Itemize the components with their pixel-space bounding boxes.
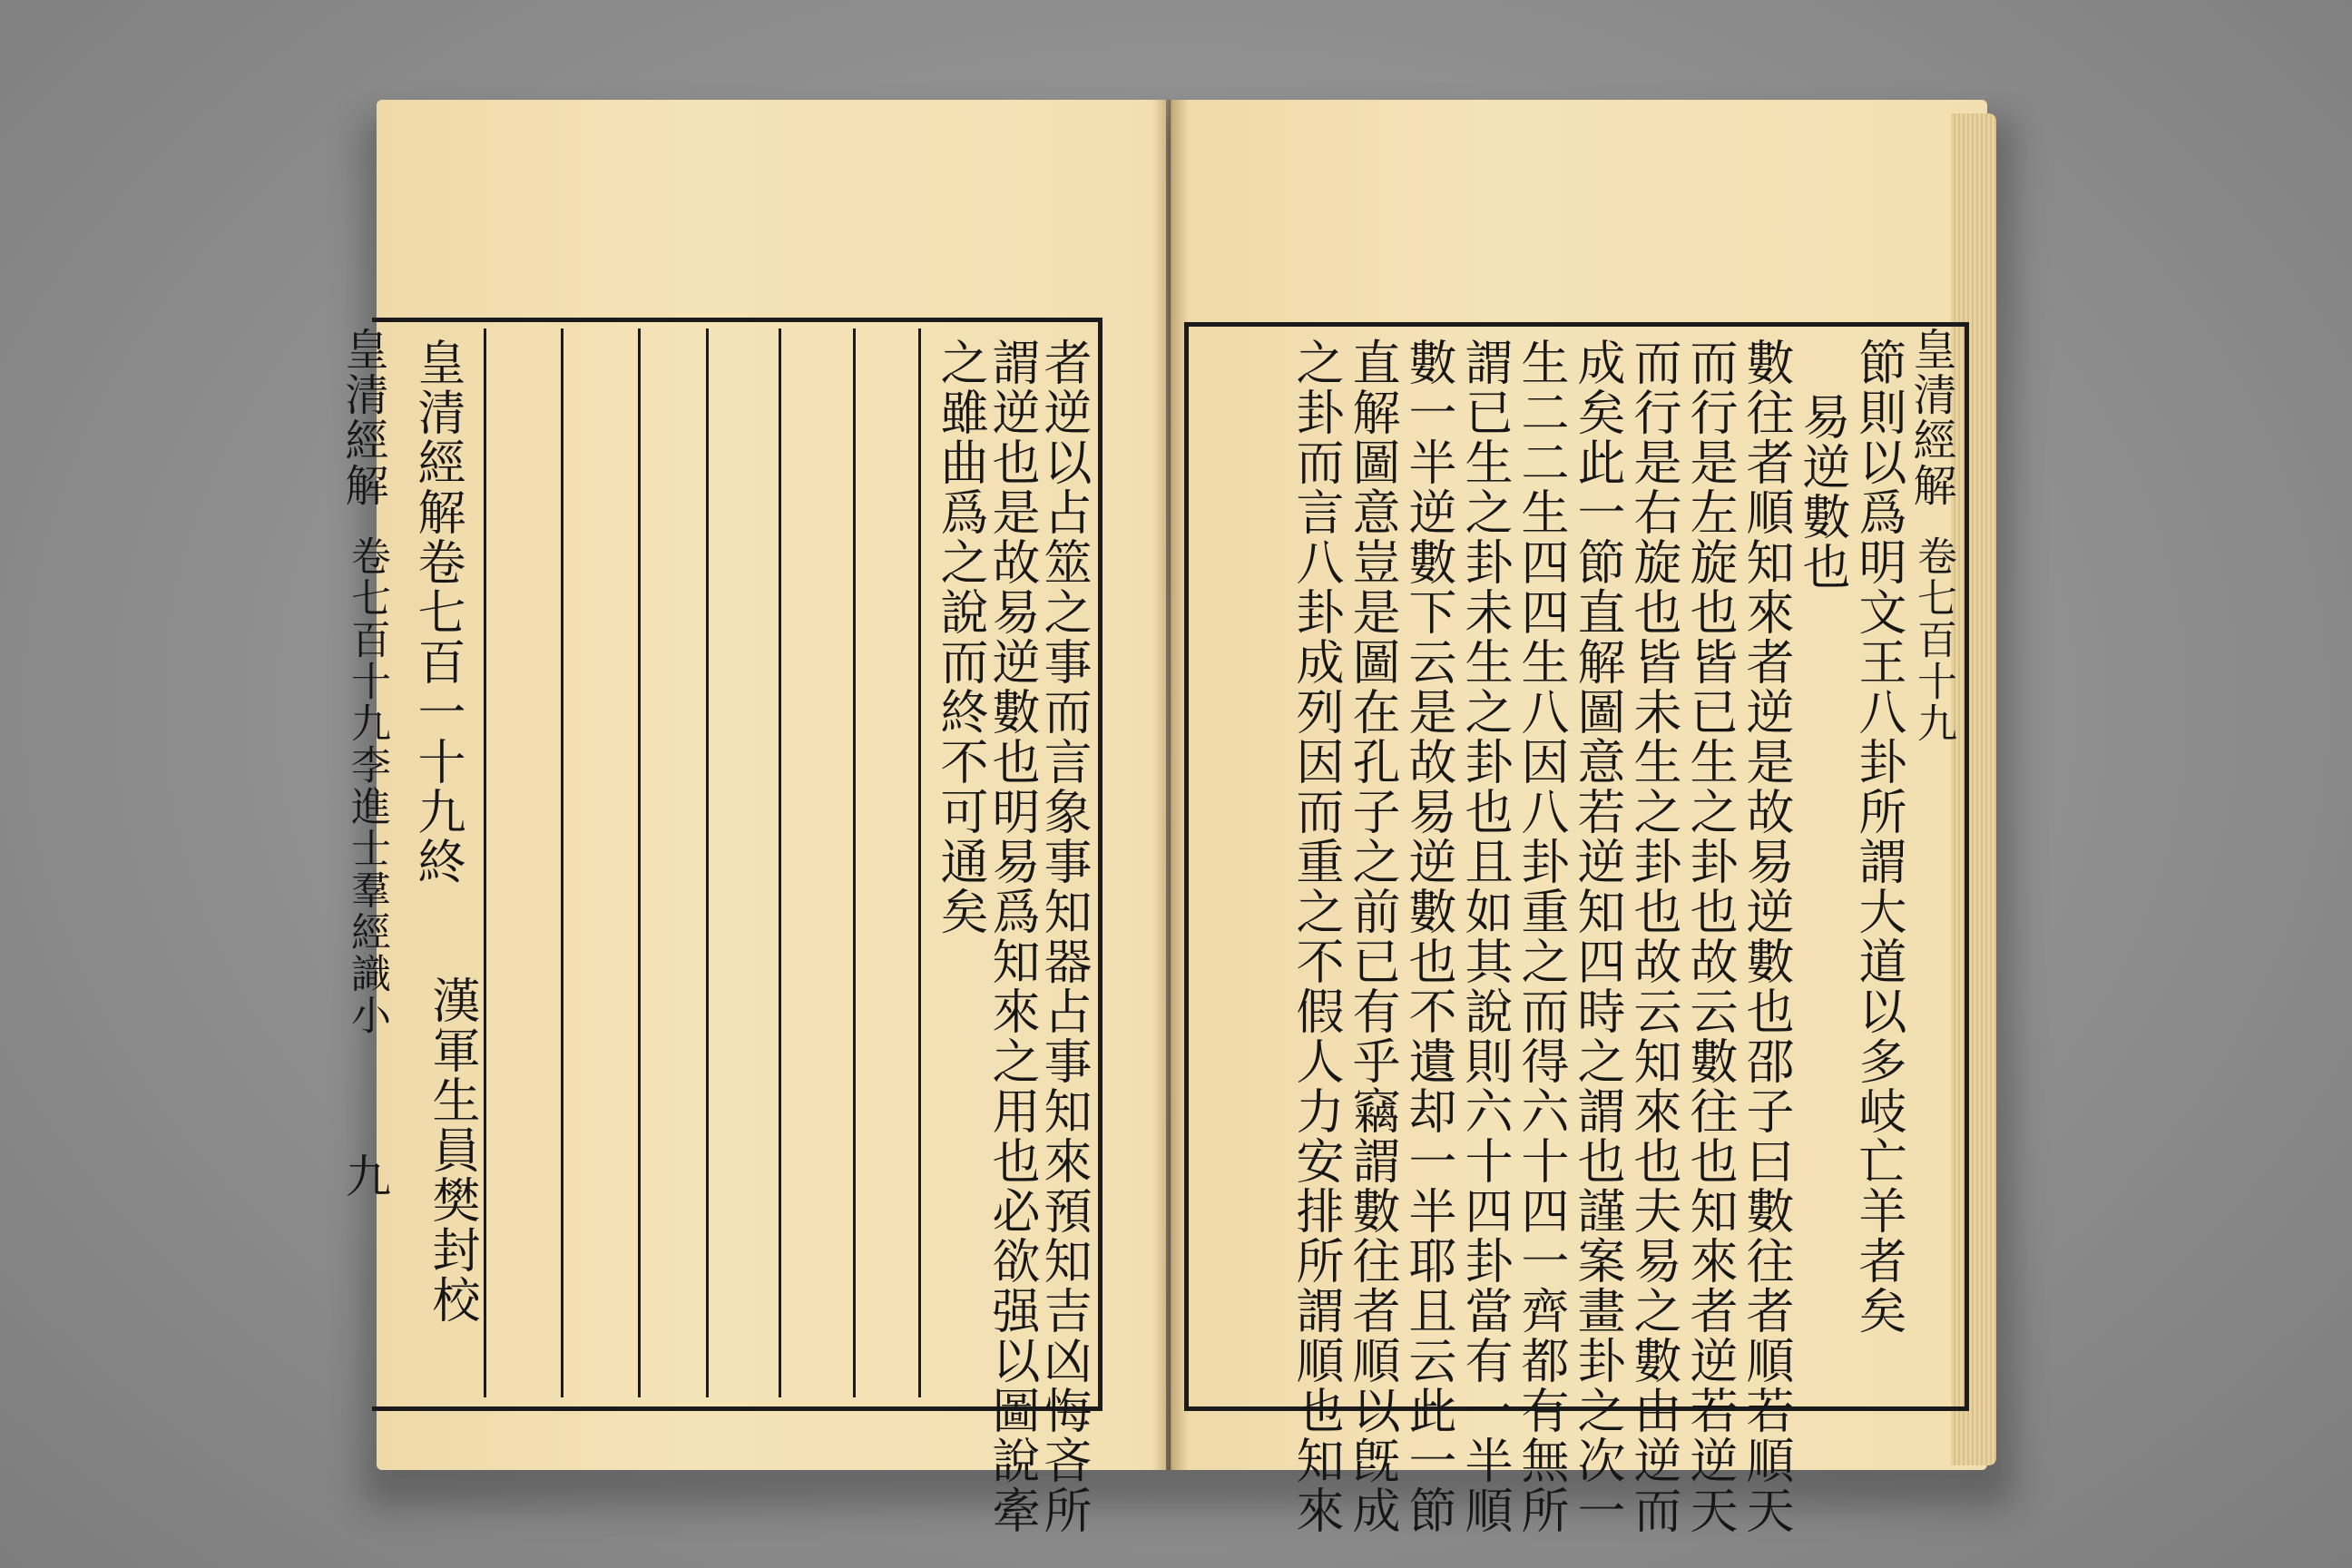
left-margin-work: 李進士羣經識小 bbox=[344, 744, 390, 1036]
text-column: 數一半逆數下云是故易逆數也不遺却一半耶且云此一節 bbox=[1401, 338, 1456, 1535]
column-rule bbox=[918, 328, 921, 1397]
column-rule bbox=[561, 328, 564, 1397]
column-rule bbox=[484, 328, 486, 1397]
column-rule bbox=[638, 328, 641, 1397]
text-column: 易逆數也 bbox=[1795, 392, 1850, 592]
column-rule bbox=[853, 328, 856, 1397]
book-gutter bbox=[1152, 100, 1189, 1470]
column-rule bbox=[779, 328, 781, 1397]
text-column: 之卦而言八卦成列因而重之不假人力安排所謂順也知來 bbox=[1289, 338, 1344, 1535]
text-column: 而行是左旋也皆已生之卦也故云數往也知來者逆若逆天 bbox=[1682, 338, 1738, 1535]
text-column: 者逆以占筮之事而言象事知器占事知來預知吉凶悔吝所 bbox=[1036, 338, 1092, 1535]
text-column: 生二二生四四生八因八卦重之而得六十四一齊都有無所 bbox=[1514, 338, 1569, 1535]
text-column: 直解圖意豈是圖在孔子之前已有乎竊謂數往者順以旣成 bbox=[1345, 338, 1400, 1535]
text-column: 數往者順知來者逆是故易逆數也邵子曰數往者順若順天 bbox=[1739, 338, 1794, 1535]
text-column: 之雖曲爲之說而終不可通矣 bbox=[933, 338, 988, 936]
left-margin-volume: 卷七百十九 bbox=[344, 535, 390, 744]
colophon-proofreader: 漢軍生員樊封校 bbox=[425, 975, 480, 1325]
text-column: 成矣此一節直解圖意若逆知四時之謂也謹案畫卦之次一 bbox=[1570, 338, 1625, 1535]
left-margin-page: 九 bbox=[338, 1152, 391, 1200]
left-margin-title: 皇清經解 bbox=[338, 327, 388, 508]
text-column: 謂已生之卦未生之卦也且如其說則六十四卦當有一半順 bbox=[1457, 338, 1513, 1535]
right-margin-title: 皇清經解 bbox=[1906, 327, 1956, 508]
text-column: 而行是右旋也皆未生之卦也故云知來也夫易之數由逆而 bbox=[1626, 338, 1681, 1535]
colophon-end: 皇清經解卷七百一十九終 bbox=[410, 338, 466, 887]
column-rule bbox=[706, 328, 709, 1397]
text-column: 謂逆也是故易逆數也明易爲知來之用也必欲强以圖說牽 bbox=[985, 338, 1040, 1535]
right-margin-volume: 卷七百十九 bbox=[1910, 535, 1956, 744]
text-column: 節則以爲明文王八卦所謂大道以多岐亡羊者矣 bbox=[1851, 338, 1906, 1336]
